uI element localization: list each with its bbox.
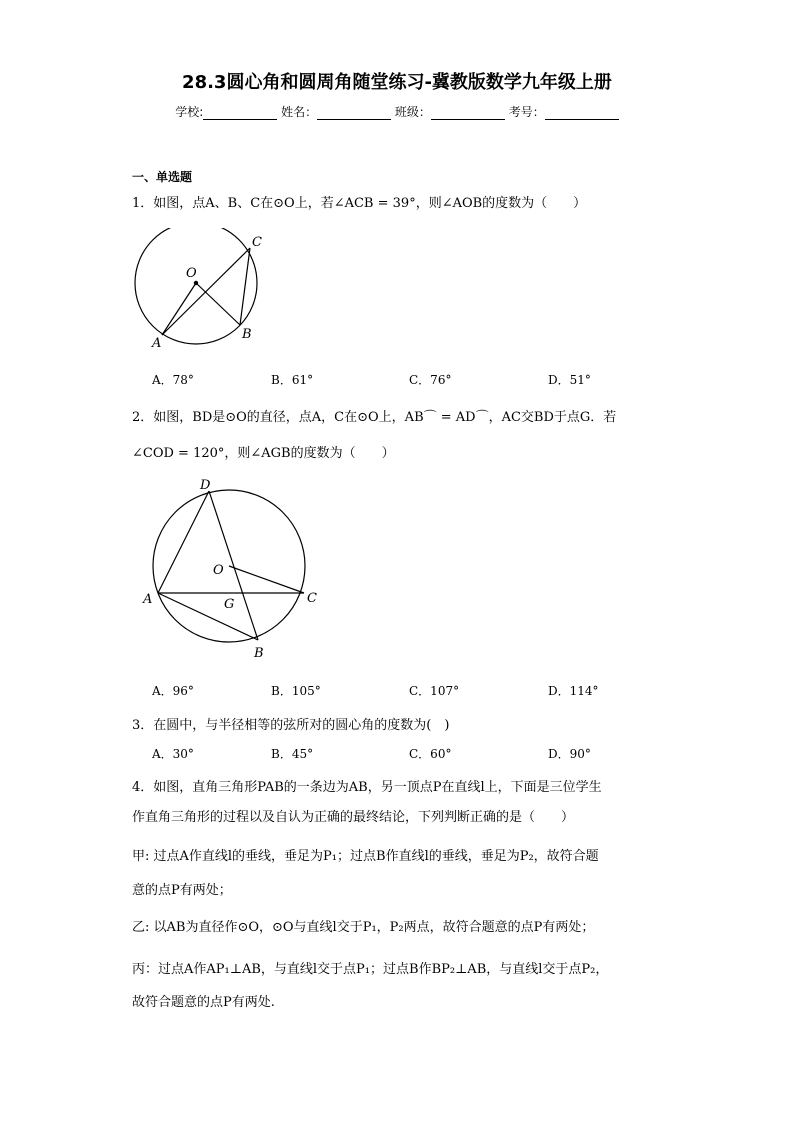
- q2-label-g: G: [224, 597, 235, 612]
- q1-figure: [128, 228, 278, 352]
- q4-jia-line1: 甲: 过点A作直线l的垂线，垂足为P₁；过点B作直线l的垂线，垂足为P₂，故符合题: [132, 849, 599, 864]
- q4-bing-line2: 故符合题意的点P有两处.: [132, 995, 275, 1010]
- q2-segment-oc: [229, 566, 304, 593]
- q2-option-c[interactable]: C．107°: [409, 684, 460, 698]
- page-title: 28.3圆心角和圆周角随堂练习-冀教版数学九年级上册: [182, 72, 612, 93]
- q1-label-a: A: [152, 336, 162, 351]
- id-blank[interactable]: [545, 107, 619, 120]
- q3-stem: 3．在圆中，与半径相等的弦所对的圆心角的度数为( ): [132, 718, 450, 733]
- q3-option-b[interactable]: B．45°: [271, 747, 314, 761]
- school-blank[interactable]: [203, 107, 277, 120]
- q2-figure: [136, 474, 326, 662]
- q1-label-b: B: [242, 327, 252, 342]
- q4-stem-line2: 作直角三角形的过程以及自认为正确的最终结论，下列判断正确的是（ ）: [132, 810, 575, 825]
- q2-option-d[interactable]: D．114°: [548, 684, 599, 698]
- student-info-row: [0, 103, 794, 120]
- q2-stem-line2: ∠COD = 120°，则∠AGB的度数为（ ）: [132, 446, 395, 461]
- school-label: 学校:: [175, 105, 204, 119]
- q3-option-d[interactable]: D．90°: [548, 747, 591, 761]
- q1-label-o: O: [186, 266, 197, 281]
- q3-option-c[interactable]: C．60°: [409, 747, 452, 761]
- q2-label-d: D: [200, 478, 211, 493]
- q1-option-a[interactable]: A．78°: [152, 373, 194, 387]
- q1-option-b[interactable]: B．61°: [271, 373, 314, 387]
- name-blank[interactable]: [317, 107, 391, 120]
- q1-label-c: C: [252, 235, 262, 250]
- class-blank[interactable]: [431, 107, 505, 120]
- q1-segment-oa: [162, 283, 196, 335]
- q1-option-c[interactable]: C．76°: [409, 373, 452, 387]
- q4-jia-line2: 意的点P有两处；: [132, 883, 232, 898]
- q2-segment-da: [158, 491, 209, 593]
- q1-option-d[interactable]: D．51°: [548, 373, 591, 387]
- q2-stem-line1: 2．如图，BD是⊙O的直径，点A，C在⊙O上，AB⌒ = AD⌒，AC交BD于点G．若: [132, 410, 617, 425]
- q4-bing-line1: 丙：过点A作AP₁⊥AB，与直线l交于点P₁；过点B作BP₂⊥AB，与直线l交于点P₂，: [132, 962, 609, 977]
- q2-option-b[interactable]: B．105°: [271, 684, 321, 698]
- q1-segment-ob: [196, 283, 240, 325]
- name-label: 姓名：: [281, 105, 318, 119]
- class-label: 班级：: [394, 105, 431, 119]
- q4-stem-line1: 4．如图，直角三角形PAB的一条边为AB，另一顶点P在直线l上，下面是三位学生: [132, 780, 602, 795]
- id-label: 考号：: [508, 105, 545, 119]
- q1-circle: [135, 228, 257, 344]
- q4-yi-line1: 乙: 以AB为直径作⊙O，⊙O与直线l交于P₁，P₂两点，故符合题意的点P有两处；: [132, 920, 595, 935]
- section-heading: 一、单选题: [132, 170, 193, 184]
- q2-label-o: O: [213, 563, 224, 578]
- q1-center-dot: [194, 281, 198, 285]
- q1-stem: 1．如图，点A、B、C在⊙O上，若∠ACB = 39°，则∠AOB的度数为（ ）: [132, 196, 587, 211]
- q2-label-c: C: [307, 591, 317, 606]
- q2-label-b: B: [254, 646, 264, 661]
- q3-option-a[interactable]: A．30°: [152, 747, 194, 761]
- q2-option-a[interactable]: A．96°: [152, 684, 194, 698]
- q2-label-a: A: [143, 592, 153, 607]
